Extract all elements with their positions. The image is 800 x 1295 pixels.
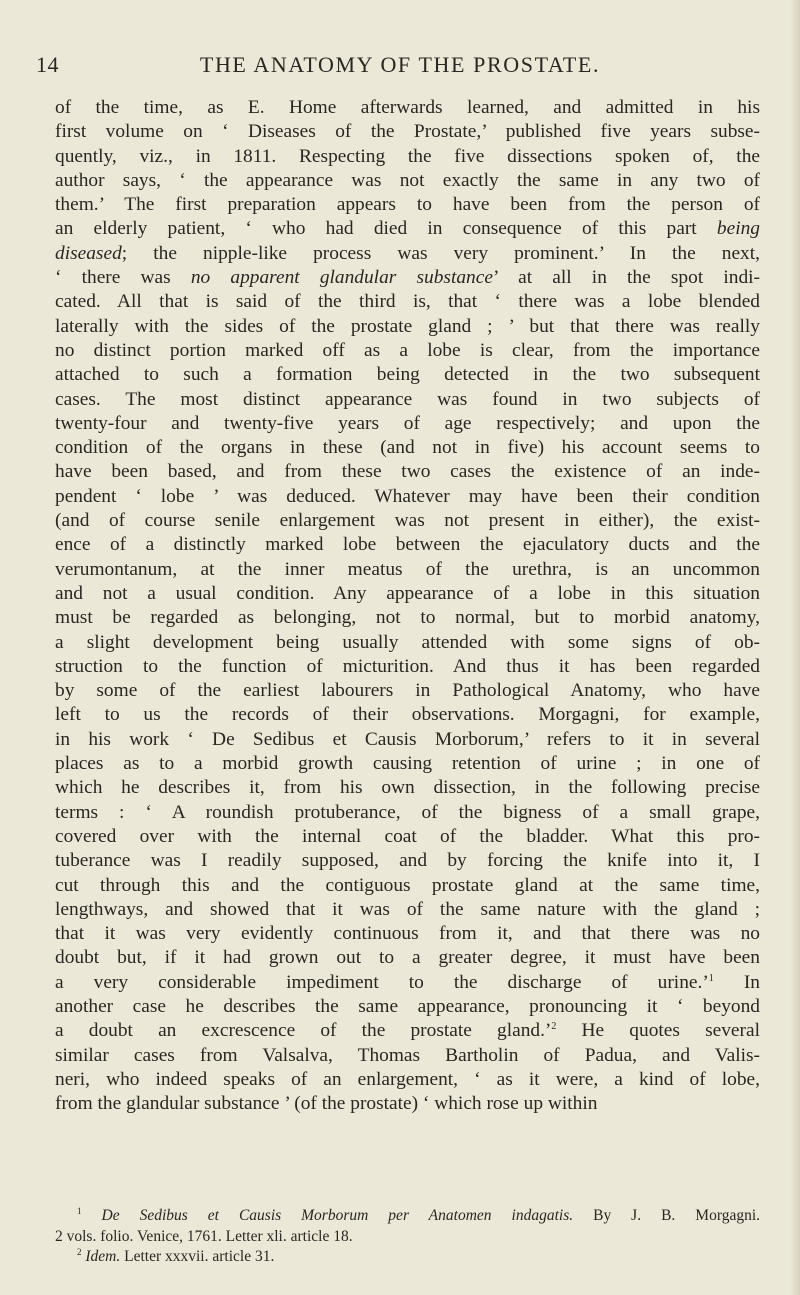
- text-line: by some of the earliest labourers in Pathological Anatomy, who have: [55, 680, 760, 702]
- italic-run: no apparent glandular substance: [190, 267, 493, 289]
- text-line: verumontanum, at the inner meatus of the urethra, is an uncommon: [55, 558, 760, 580]
- text-line: which he describes it, from his own dissection, in the following precise: [55, 777, 760, 799]
- text-line: quently, viz., in 1811. Respecting the five dissections spoken of, the: [55, 145, 760, 167]
- text-run: a very considerable impediment to the discharge of urine.’: [55, 971, 709, 993]
- text-line: lengthways, and showed that it was of the same nature with the gland ;: [55, 898, 760, 920]
- text-line: in his work ‘ De Sedibus et Causis Morborum,’ refers to it in several: [55, 728, 760, 750]
- text-line: cut through this and the contiguous prostate gland at the same time,: [55, 874, 760, 896]
- text-line: terms : ‘ A roundish protuberance, of the bigness of a small grape,: [55, 801, 760, 823]
- text-run: In: [713, 971, 760, 993]
- text-line: them.’ The first preparation appears to have been from the person of: [55, 194, 760, 216]
- text-line: left to us the records of their observations. Morgagni, for example,: [55, 704, 760, 726]
- footnote-mark: 1: [77, 1206, 82, 1216]
- text-line: of the time, as E. Home afterwards learned, and admitted in his: [55, 97, 760, 118]
- text-line: tuberance was I readily supposed, and by forcing the knife into it, I: [55, 850, 760, 872]
- text-line: covered over with the internal coat of the bladder. What this pro-: [55, 825, 760, 847]
- text-line: have been based, and from these two cases the existence of an inde-: [55, 461, 760, 483]
- italic-run: diseased: [55, 242, 122, 264]
- text-line: [55, 1019, 760, 1043]
- text-line: neri, who indeed speaks of an enlargement, ‘ as it were, a kind of lobe,: [55, 1068, 760, 1090]
- text-line: pendent ‘ lobe ’ was deduced. Whatever may have been their condition: [55, 485, 760, 507]
- footnote-ref: 2: [551, 1021, 557, 1033]
- footnote-2: [55, 1247, 760, 1268]
- text-line: must be regarded as belonging, not to normal, but to morbid anatomy,: [55, 607, 760, 629]
- text-line: first volume on ‘ Diseases of the Prostate,’ published five years subse-: [55, 121, 760, 143]
- text-line: places as to a morbid growth causing retention of urine ; in one of: [55, 753, 760, 775]
- footnote-title: De Sedibus et Causis Morborum per Anatomen indagatis.: [101, 1207, 574, 1224]
- text-line: struction to the function of micturition. And thus it has been regarded: [55, 655, 760, 677]
- text-run: ‘ there was: [55, 267, 191, 289]
- footnote-ref: 1: [708, 972, 714, 984]
- text-line: cated. All that is said of the third is, that ‘ there was a lobe blended: [55, 291, 760, 313]
- footnote-title: Idem.: [85, 1248, 121, 1265]
- text-line: no distinct portion marked off as a lobe is clear, from the importance: [55, 339, 760, 361]
- text-line: another case he describes the same appearance, pronouncing it ‘ beyond: [55, 995, 760, 1017]
- text-line: that it was very evidently continuous from it, and that there was no: [55, 923, 760, 945]
- text-run: a doubt an excrescence of the prostate gland.’: [55, 1020, 552, 1042]
- text-line: (and of course senile enlargement was not present in either), the exist-: [55, 510, 760, 532]
- text-line: ence of a distinctly marked lobe between the ejaculatory ducts and the: [55, 534, 760, 556]
- footnotes: [55, 1206, 760, 1268]
- body-text: [55, 96, 760, 1116]
- text-line: similar cases from Valsalva, Thomas Bartholin of Padua, and Valis-: [55, 1044, 760, 1066]
- text-line: and not a usual condition. Any appearance of a lobe in this situation: [55, 582, 760, 604]
- footnote-text: Letter xxxvii. article 31.: [120, 1248, 275, 1265]
- text-run: He quotes several: [556, 1020, 760, 1042]
- footnote-1-cont: 2 vols. folio. Venice, 1761. Letter xli. article 18.: [55, 1227, 353, 1245]
- page-number: 14: [36, 52, 59, 77]
- text-line: from the glandular substance ’ (of the prostate) ‘ which rose up within: [55, 1093, 598, 1115]
- footnote-mark: 2: [77, 1247, 82, 1257]
- text-run: an elderly patient, ‘ who had died in consequence of this part: [55, 218, 717, 240]
- running-head: THE ANATOMY OF THE PROSTATE.: [199, 52, 601, 77]
- text-line: laterally with the sides of the prostate gland ; ’ but that there was really: [55, 315, 760, 337]
- italic-run: being: [716, 218, 760, 240]
- text-line: twenty-four and twenty-five years of age respectively; and upon the: [55, 412, 760, 434]
- text-line: [55, 242, 760, 266]
- text-run: ’ at all in the spot indi-: [492, 267, 760, 289]
- page-header: [0, 52, 800, 86]
- text-line: attached to such a formation being detected in the two subsequent: [55, 364, 760, 386]
- text-line: [55, 266, 760, 290]
- text-line: author says, ‘ the appearance was not exactly the same in any two of: [55, 169, 760, 191]
- text-run: ; the nipple-like process was very prominent.’ In the next,: [121, 242, 760, 264]
- text-line: doubt but, if it had grown out to a greater degree, it must have been: [55, 947, 760, 969]
- text-line: [55, 217, 760, 241]
- footnote-text: By J. B. Morgagni.: [573, 1207, 761, 1224]
- text-line: cases. The most distinct appearance was found in two subjects of: [55, 388, 760, 410]
- text-line: condition of the organs in these (and not in five) his account seems to: [55, 437, 760, 459]
- page-edge-shadow: [790, 0, 800, 1295]
- footnote-1: [55, 1206, 760, 1227]
- text-line: a slight development being usually attended with some signs of ob-: [55, 631, 760, 653]
- text-line: [55, 971, 760, 995]
